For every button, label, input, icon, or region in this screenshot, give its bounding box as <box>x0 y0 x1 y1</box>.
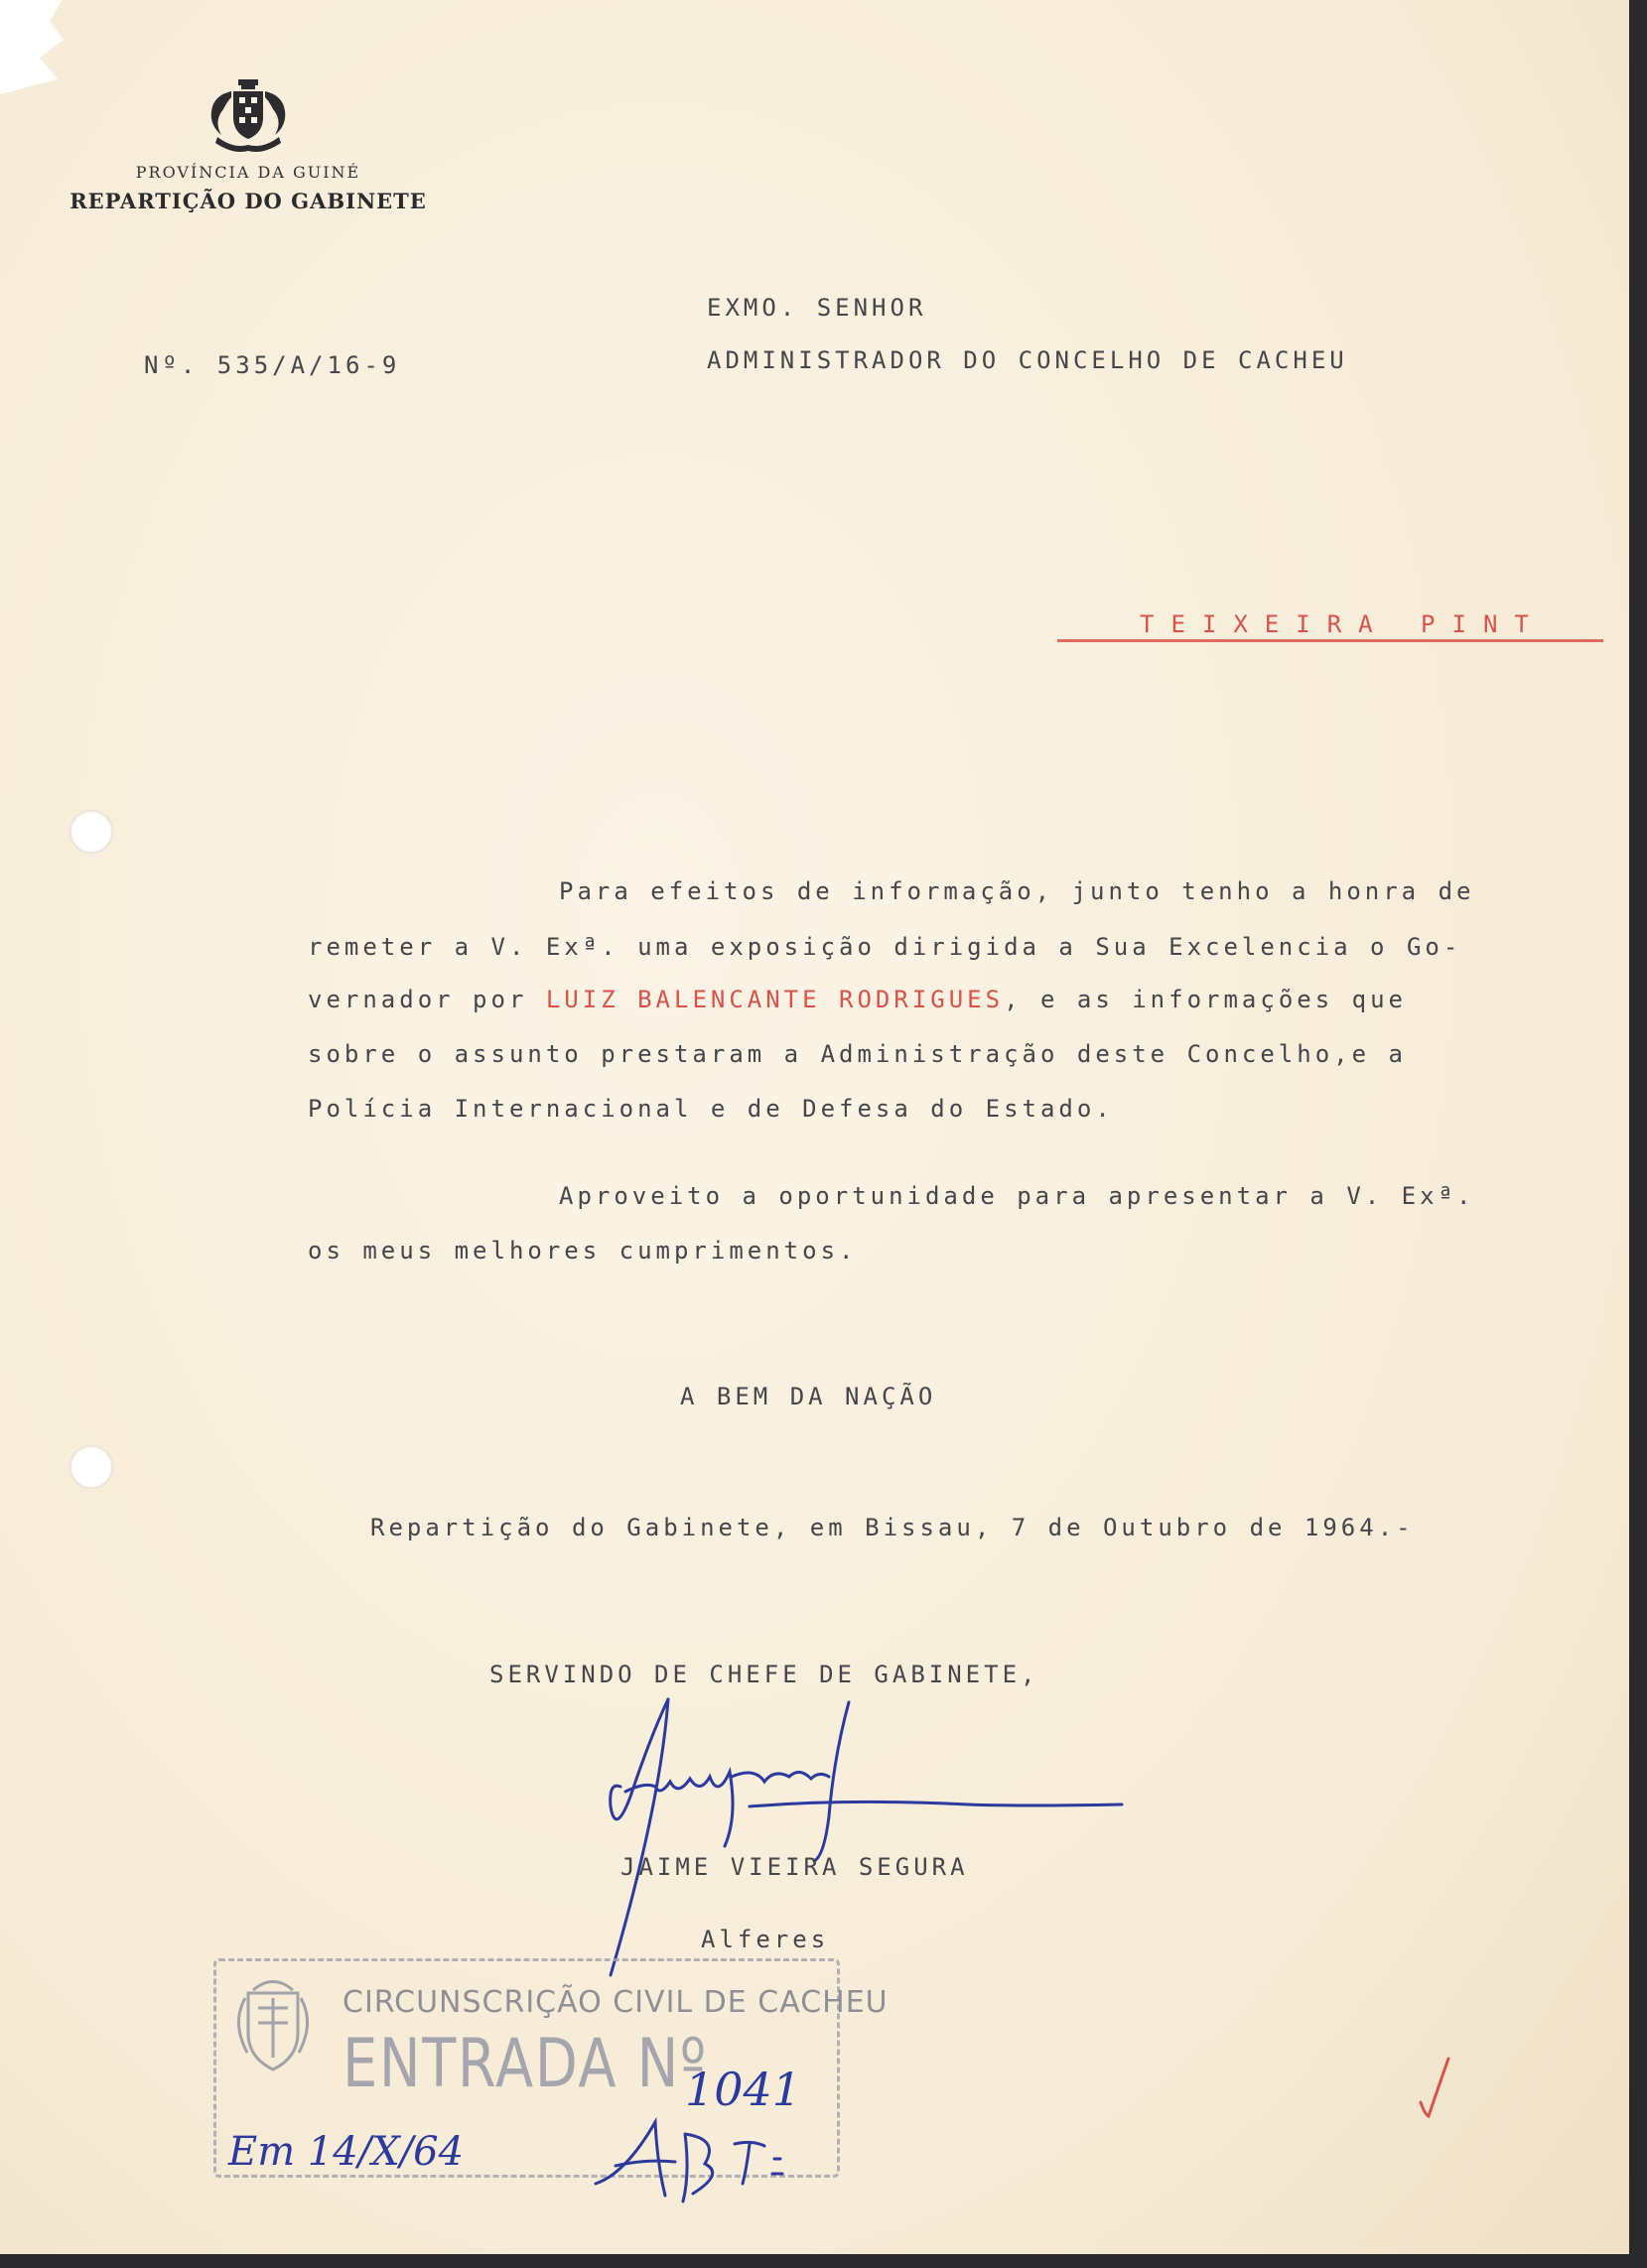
entry-number: 1041 <box>685 2063 802 2116</box>
addressee-salutation: EXMO. SENHOR <box>707 294 927 322</box>
handwritten-signature <box>551 1687 1137 1985</box>
signatory-rank: Alferes <box>701 1926 830 1953</box>
closing-motto: A BEM DA NAÇÃO <box>680 1383 937 1410</box>
scan-edge-bottom <box>0 2254 1647 2268</box>
letterhead-province: PROVÍNCIA DA GUINÉ <box>135 163 361 182</box>
stamp-crest-icon <box>223 1968 323 2077</box>
recipient-name-stamp: TEIXEIRA PINT <box>1140 610 1546 638</box>
place-and-date: Repartição do Gabinete, em Bissau, 7 de Outubro de 1964.- <box>370 1514 1415 1541</box>
punch-hole-bottom <box>69 1445 113 1489</box>
recipient-name-underline <box>1057 639 1603 642</box>
entry-initials <box>586 2104 804 2213</box>
torn-corner <box>0 0 79 99</box>
body-line-7: os meus melhores cumprimentos. <box>308 1237 858 1265</box>
scan-edge-right <box>1629 0 1647 2268</box>
addressee-title: ADMINISTRADOR DO CONCELHO DE CACHEU <box>707 346 1348 374</box>
body-line-3 <box>308 986 1407 1013</box>
entry-date: Em 14/X/64 <box>228 2129 465 2175</box>
signatory-role: SERVINDO DE CHEFE DE GABINETE, <box>489 1661 1039 1688</box>
punch-hole-top <box>69 810 113 854</box>
body-line-3-end: , e as informações que <box>1004 986 1407 1013</box>
check-mark-icon <box>1415 2053 1454 2122</box>
body-line-6: Aproveito a oportunidade para apresentar a V. Exª. <box>559 1182 1475 1210</box>
coat-of-arms-icon <box>204 77 293 155</box>
signatory-name: JAIME VIEIRA SEGURA <box>620 1853 969 1881</box>
body-line-2: remeter a V. Exª. uma exposição dirigida a Sua Excelencia o Go- <box>308 933 1462 961</box>
letterhead-office: REPARTIÇÃO DO GABINETE <box>69 189 427 213</box>
petitioner-name: LUIZ BALENCANTE RODRIGUES <box>545 986 1005 1013</box>
entry-stamp-label: ENTRADA Nº <box>343 2025 708 2103</box>
entry-stamp-office: CIRCUNSCRIÇÃO CIVIL DE CACHEU <box>343 1985 889 2020</box>
reference-number: Nº. 535/A/16-9 <box>144 351 401 379</box>
body-line-4: sobre o assunto prestaram a Administração deste Concelho,e a <box>308 1040 1407 1068</box>
body-line-3-start: vernador por <box>308 986 546 1013</box>
body-line-5: Polícia Internacional e de Defesa do Estado. <box>308 1095 1114 1123</box>
body-line-1: Para efeitos de informação, junto tenho a honra de <box>559 877 1475 905</box>
